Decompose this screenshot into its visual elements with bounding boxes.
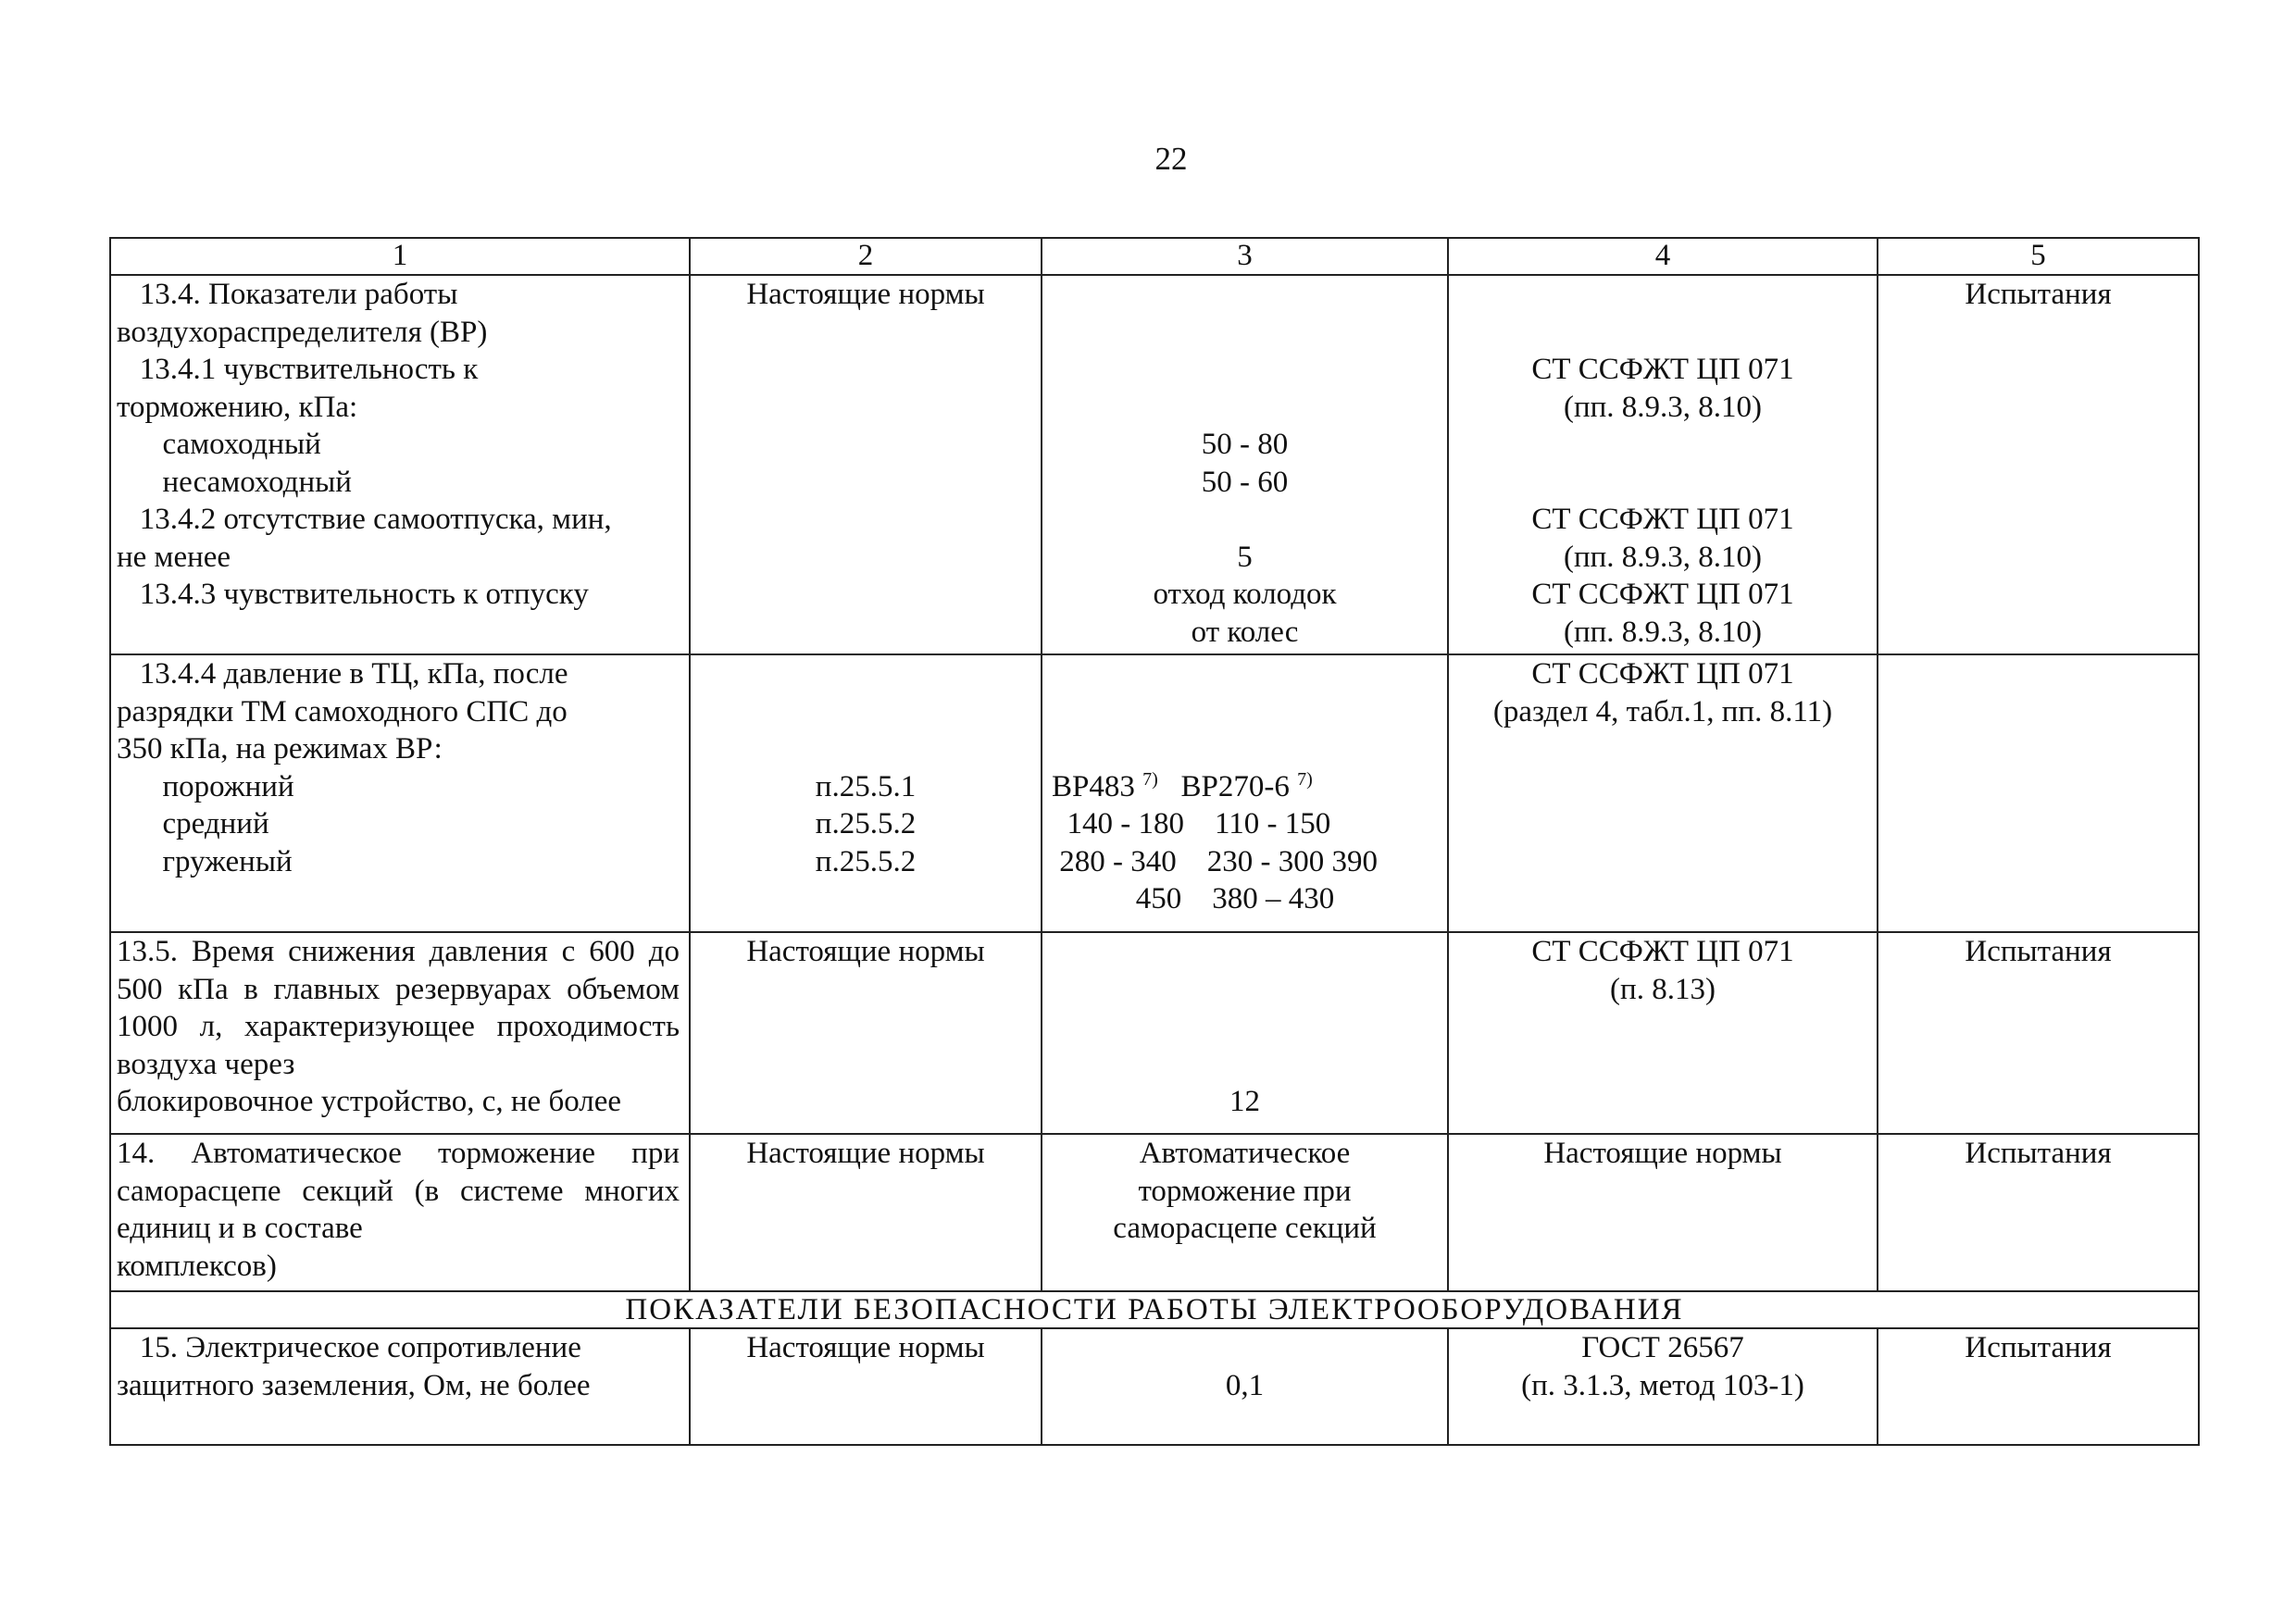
row-14-control: Испытания <box>1965 1137 2112 1170</box>
row-13-5-value: 12 <box>1229 1085 1260 1118</box>
vr483-footnote: 7) <box>1142 768 1158 790</box>
row-13-5-method: СТ ССФЖТ ЦП 071 (п. 8.13) <box>1531 935 1794 1006</box>
table-row <box>110 654 2199 932</box>
header-col-2: 2 <box>690 238 1042 275</box>
row-14-indicator: 14. Автоматическое торможение при саморасцепе секций (в системе многих единиц и в составе <box>117 1137 680 1245</box>
table-header-row <box>110 238 2199 275</box>
row-13-5-indicator-end: блокировочное устройство, с, не более <box>117 1085 622 1118</box>
row-13-4-norm: Настоящие нормы <box>746 278 985 311</box>
page-number: 22 <box>1154 141 1188 177</box>
table-row <box>110 932 2199 1134</box>
vr483-label: ВР483 <box>1052 769 1135 803</box>
row-14-indicator-end: комплексов) <box>117 1249 277 1283</box>
row-13-4-control: Испытания <box>1965 278 2112 311</box>
vr270-footnote: 7) <box>1297 768 1313 790</box>
row-13-4-indicator: 13.4. Показатели работы воздухораспределителя (ВР) 13.4.1 чувствительность к торможению, кПа: самоходный несамоходный 13.4.2 отсутствие самоотпуска, мин, не менее 13.4.3 чувствительность к отпуску <box>117 278 612 611</box>
header-col-5: 5 <box>1878 238 2199 275</box>
pressure-values: 140 - 180 110 - 150 280 - 340 230 - 300 390 450 380 – 430 <box>1059 807 1378 915</box>
row-14-norm: Настоящие нормы <box>746 1137 985 1170</box>
row-13-4-4-norm: п.25.5.1 п.25.5.2 п.25.5.2 <box>815 769 917 878</box>
table-row <box>110 275 2199 654</box>
header-col-1: 1 <box>110 238 690 275</box>
vr270-label: ВР270-6 <box>1180 769 1290 803</box>
header-col-4: 4 <box>1448 238 1878 275</box>
row-13-5-indicator: 13.5. Время снижения давления с 600 до 500 кПа в главных резервуарах объемом 1000 л, характеризующее проходимость воздуха через <box>117 935 680 1081</box>
row-15-value: 0,1 <box>1225 1368 1265 1402</box>
row-13-5-norm: Настоящие нормы <box>746 935 985 968</box>
row-15-method: ГОСТ 26567 (п. 3.1.3, метод 103-1) <box>1521 1331 1804 1402</box>
row-13-4-method: СТ ССФЖТ ЦП 071 (пп. 8.9.3, 8.10) СТ ССФЖТ ЦП 071 (пп. 8.9.3, 8.10) СТ ССФЖТ ЦП 071 (пп. 8.9.3, 8.10) <box>1531 353 1794 649</box>
table-row <box>110 1134 2199 1291</box>
row-15-norm: Настоящие нормы <box>746 1331 985 1364</box>
row-15-control: Испытания <box>1965 1331 2112 1364</box>
section-title: ПОКАЗАТЕЛИ БЕЗОПАСНОСТИ РАБОТЫ ЭЛЕКТРООБОРУДОВАНИЯ <box>110 1291 2199 1328</box>
row-14-method: Настоящие нормы <box>1543 1137 1782 1170</box>
row-14-value: Автоматическое торможение при саморасцепе секций <box>1113 1137 1377 1245</box>
row-13-4-value: 50 - 80 50 - 60 5 отход колодок от колес <box>1153 428 1337 649</box>
section-title-row <box>110 1291 2199 1328</box>
row-13-4-4-indicator: 13.4.4 давление в ТЦ, кПа, после разрядки ТМ самоходного СПС до 350 кПа, на режимах ВР: порожний средний груженый <box>117 657 568 878</box>
header-col-3: 3 <box>1042 238 1448 275</box>
row-15-indicator: 15. Электрическое сопротивление защитного заземления, Ом, не более <box>117 1331 591 1402</box>
requirements-table <box>109 237 2200 1446</box>
row-13-4-4-method: СТ ССФЖТ ЦП 071 (раздел 4, табл.1, пп. 8.11) <box>1492 657 1833 728</box>
row-13-4-4-value <box>1042 655 1447 918</box>
row-13-5-control: Испытания <box>1965 935 2112 968</box>
table-row <box>110 1328 2199 1445</box>
